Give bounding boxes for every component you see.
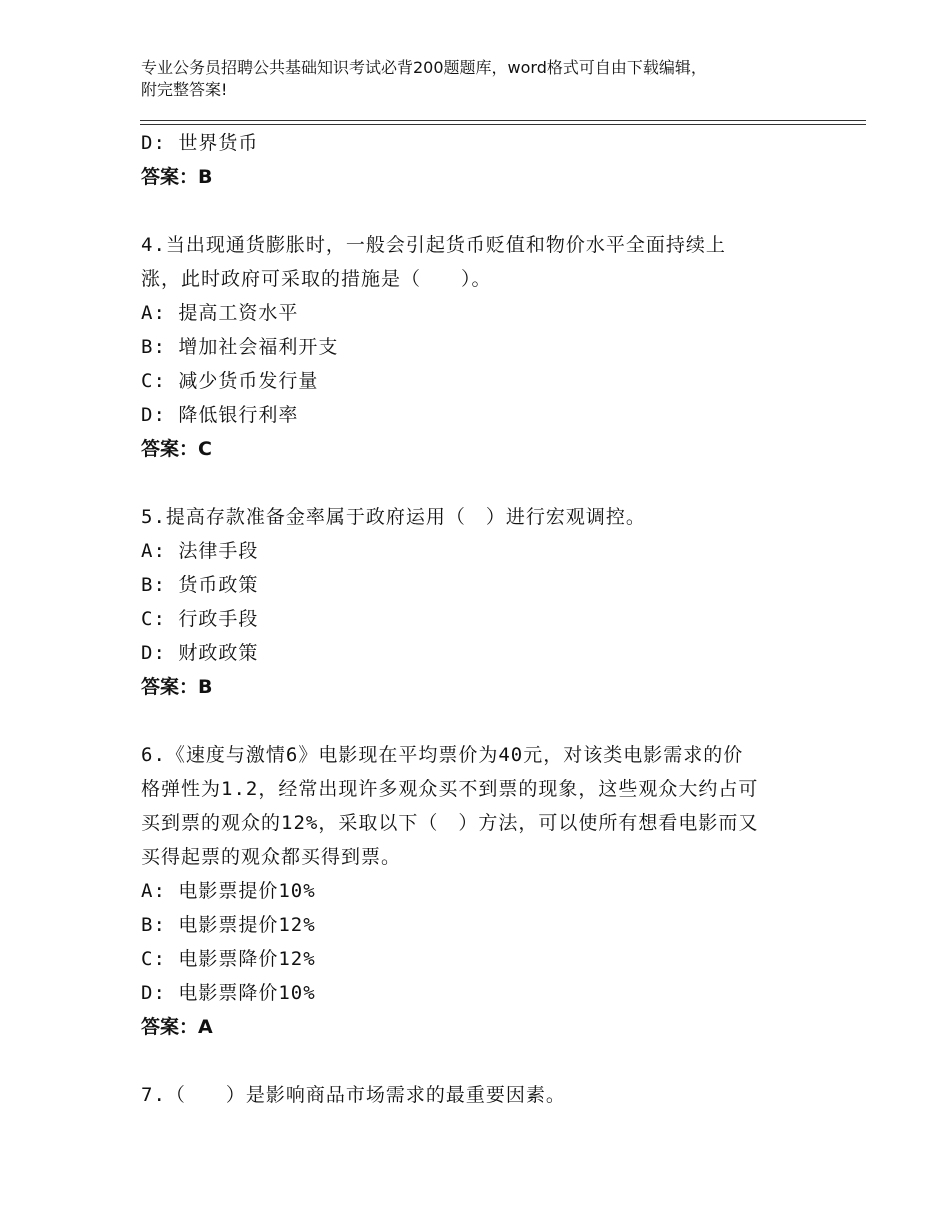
option-c: C: 电影票降价12% — [141, 948, 316, 970]
question-5 — [141, 500, 831, 704]
question-stem: 涨，此时政府可采取的措施是（ ）。 — [141, 268, 492, 290]
option-d: D: 电影票降价10% — [141, 982, 316, 1004]
question-stem: 格弹性为1.2，经常出现许多观众买不到票的现象，这些观众大约占可 — [141, 778, 759, 800]
option-c: C: 行政手段 — [141, 608, 259, 630]
question-7 — [141, 1078, 831, 1112]
question-stem: 6.《速度与激情6》电影现在平均票价为40元，对该类电影需求的价 — [141, 744, 744, 766]
option-d: D: 降低银行利率 — [141, 404, 299, 426]
spacer — [141, 194, 831, 228]
option-a: A: 电影票提价10% — [141, 880, 316, 902]
header-line-2: 附完整答案! — [141, 80, 228, 99]
option-b: B: 增加社会福利开支 — [141, 336, 339, 358]
page-header — [141, 57, 841, 101]
question-3-tail — [141, 126, 831, 194]
header-divider-bottom — [140, 124, 866, 125]
option-a: A: 法律手段 — [141, 540, 259, 562]
answer-label: 答案：B — [141, 676, 213, 698]
option-b: B: 货币政策 — [141, 574, 259, 596]
question-4 — [141, 228, 831, 466]
question-stem: 5.提高存款准备金率属于政府运用（ ）进行宏观调控。 — [141, 506, 646, 528]
question-6 — [141, 738, 831, 1044]
answer-label: 答案：C — [141, 438, 212, 460]
question-stem: 4.当出现通货膨胀时，一般会引起货币贬值和物价水平全面持续上 — [141, 234, 726, 256]
option-c: C: 减少货币发行量 — [141, 370, 319, 392]
answer-label: 答案：B — [141, 166, 213, 188]
spacer — [141, 1044, 831, 1078]
option-d: D: 世界货币 — [141, 132, 259, 154]
spacer — [141, 704, 831, 738]
question-stem: 7.（ ）是影响商品市场需求的最重要因素。 — [141, 1084, 566, 1106]
question-stem: 买得起票的观众都买得到票。 — [141, 846, 402, 868]
option-d: D: 财政政策 — [141, 642, 259, 664]
option-a: A: 提高工资水平 — [141, 302, 299, 324]
header-divider-top — [140, 120, 866, 121]
header-line-1: 专业公务员招聘公共基础知识考试必背200题题库，word格式可自由下载编辑， — [141, 58, 707, 77]
question-stem: 买到票的观众的12%，采取以下（ ）方法，可以使所有想看电影而又 — [141, 812, 759, 834]
spacer — [141, 466, 831, 500]
option-b: B: 电影票提价12% — [141, 914, 316, 936]
answer-label: 答案：A — [141, 1016, 213, 1038]
question-list — [141, 126, 831, 1112]
